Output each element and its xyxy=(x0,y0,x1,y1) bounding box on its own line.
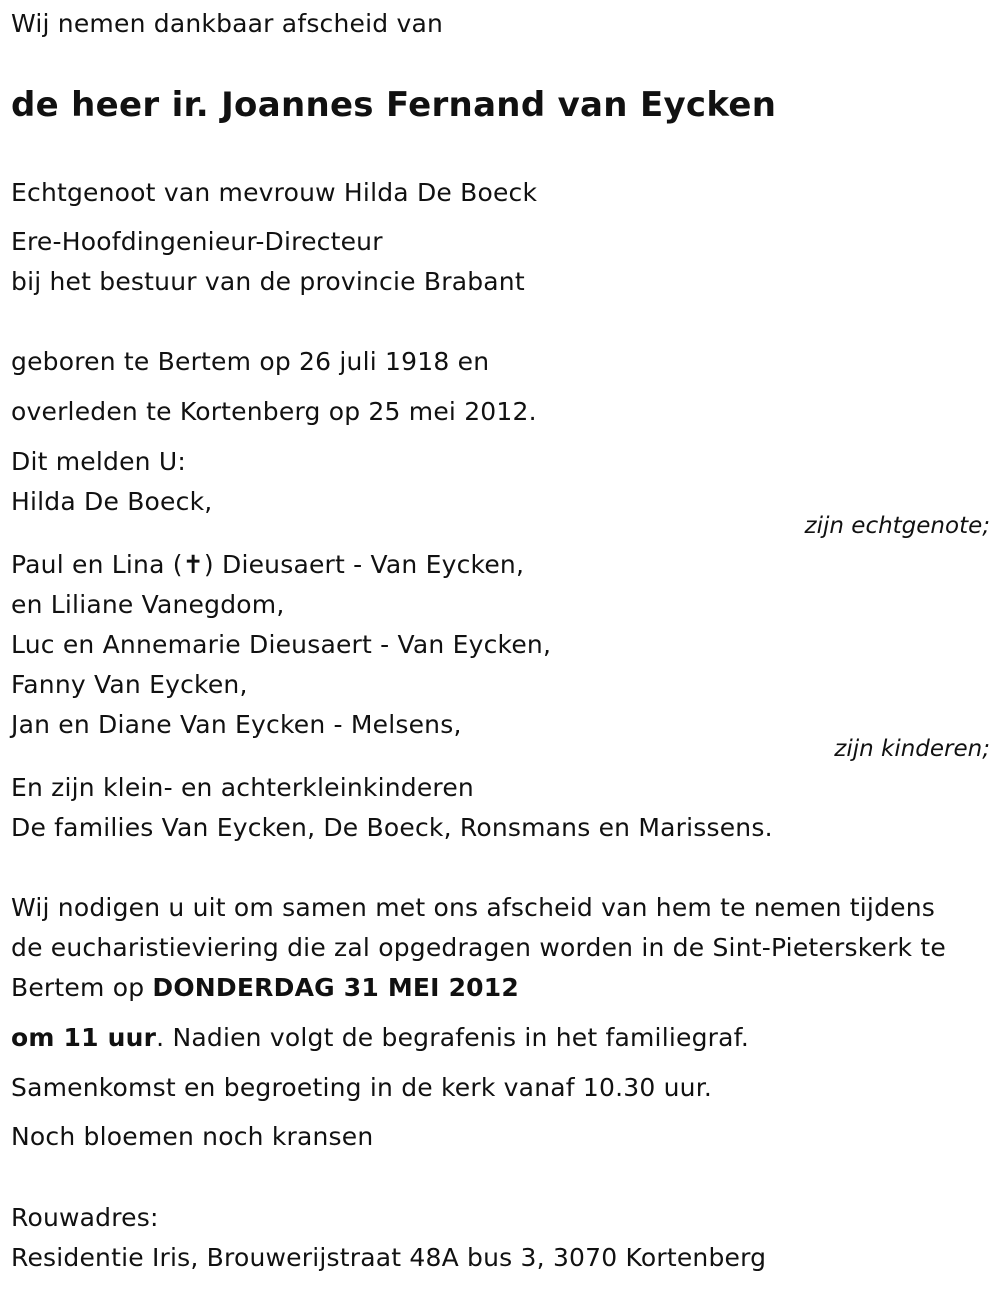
intro-line: Wij nemen dankbaar afscheid van xyxy=(11,9,444,38)
address-label: Rouwadres: xyxy=(11,1203,159,1232)
gathering-line: Samenkomst en begroeting in de kerk vanaf 10.30 uur. xyxy=(11,1073,713,1102)
child-line-1-after: ) Dieusaert - Van Eycken, xyxy=(203,550,525,579)
child-line-2: en Liliane Vanegdom, xyxy=(11,590,285,619)
invite-line-2: de eucharistieviering die zal opgedragen worden in de Sint-Pieterskerk te xyxy=(11,933,946,962)
grandchildren-line: En zijn klein- en achterkleinkinderen xyxy=(11,773,474,802)
announce-line: Dit melden U: xyxy=(11,447,186,476)
deceased-name: de heer ir. Joannes Fernand van Eycken xyxy=(11,85,777,125)
title-line-1: Ere-Hoofdingenieur-Directeur xyxy=(11,227,383,256)
child-line-1-before: Paul en Lina ( xyxy=(11,550,183,579)
child-line-4: Fanny Van Eycken, xyxy=(11,670,248,699)
child-line-5: Jan en Diane Van Eycken - Melsens, xyxy=(11,710,462,739)
spouse-name: Hilda De Boeck, xyxy=(11,487,213,516)
invite-line-3-pre: Bertem op xyxy=(11,973,153,1002)
children-role: zijn kinderen; xyxy=(834,736,990,762)
spouse-line: Echtgenoot van mevrouw Hilda De Boeck xyxy=(11,178,538,207)
cross-icon: ✝ xyxy=(182,550,204,579)
child-line-1 xyxy=(11,549,524,581)
birth-line: geboren te Bertem op 26 juli 1918 en xyxy=(11,347,490,376)
time-line xyxy=(11,1022,749,1054)
families-line: De families Van Eycken, De Boeck, Ronsmans en Marissens. xyxy=(11,813,773,842)
ceremony-time: om 11 uur xyxy=(11,1023,157,1052)
invite-line-1: Wij nodigen u uit om samen met ons afscheid van hem te nemen tijdens xyxy=(11,893,936,922)
death-line: overleden te Kortenberg op 25 mei 2012. xyxy=(11,397,537,426)
title-line-2: bij het bestuur van de provincie Brabant xyxy=(11,267,525,296)
child-line-3: Luc en Annemarie Dieusaert - Van Eycken, xyxy=(11,630,552,659)
time-line-rest: . Nadien volgt de begrafenis in het familiegraf. xyxy=(156,1023,749,1052)
invite-line-3 xyxy=(11,972,519,1004)
spouse-role: zijn echtgenote; xyxy=(804,513,990,539)
address-line: Residentie Iris, Brouwerijstraat 48A bus 3, 3070 Kortenberg xyxy=(11,1243,767,1272)
ceremony-date: DONDERDAG 31 MEI 2012 xyxy=(152,973,519,1002)
flowers-line: Noch bloemen noch kransen xyxy=(11,1122,374,1151)
